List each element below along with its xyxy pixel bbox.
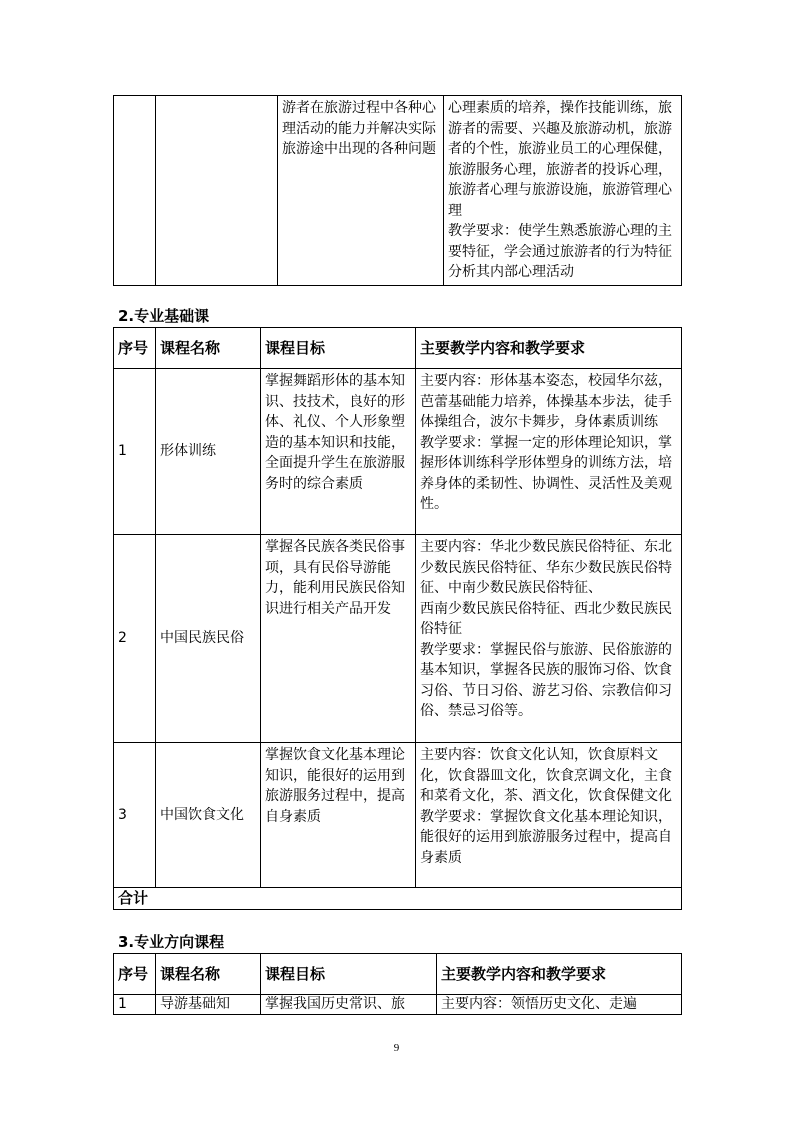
cell-name: 中国饮食文化 [156,743,261,888]
cell-goal: 掌握我国历史常识、旅 [261,995,437,1015]
cell-goal: 掌握舞蹈形体的基本知识、技技术，良好的形体、礼仪、个人形象塑造的基本知识和技能，全面提升学生在旅游服务时的综合素质 [261,369,416,535]
header-name: 课程名称 [156,954,261,995]
cell-content: 主要内容：形体基本姿态，校园华尔兹，芭蕾基础能力培养，体操基本步法，徒手体操组合，波尔卡舞步，身体素质训练 教学要求：掌握一定的形体理论知识，掌握形体训练科学形体塑身的训练方法，培养身体的柔韧性、协调性、灵活性及美观性。 [416,369,682,535]
cell-goal: 掌握饮食文化基本理论知识，能很好的运用到旅游服务过程中，提高自身素质 [261,743,416,888]
table-total-row [114,888,682,910]
cell-no [114,96,156,286]
cell-name: 中国民族民俗 [156,535,261,743]
table-continued [113,95,682,286]
cell-no: 1 [114,995,156,1015]
cell-no: 3 [114,743,156,888]
cell-content: 心理素质的培养，操作技能训练，旅游者的需要、兴趣及旅游动机，旅游者的个性，旅游业员工的心理保健，旅游服务心理，旅游者的投诉心理，旅游者心理与旅游设施，旅游管理心理 教学要求：使学生熟悉旅游心理的主要特征，学会通过旅游者的行为特征分析其内部心理活动 [444,96,682,286]
cell-no: 1 [114,369,156,535]
section-2-title: 2.专业基础课 [118,307,210,325]
table-professional-direction-courses [113,953,682,1015]
section-3-title: 3.专业方向课程 [118,933,225,951]
header-content: 主要教学内容和教学要求 [437,954,682,995]
cell-content: 主要内容：饮食文化认知，饮食原料文化，饮食器皿文化，饮食烹调文化，主食和菜肴文化，茶、酒文化，饮食保健文化 教学要求：掌握饮食文化基本理论知识，能很好的运用到旅游服务过程中，提高自身素质 [416,743,682,888]
cell-name [156,96,278,286]
table-row [114,96,682,286]
table-row [114,995,682,1015]
cell-content: 主要内容：华北少数民族民俗特征、东北少数民族民俗特征、华东少数民族民俗特征、中南少数民族民俗特征、 西南少数民族民俗特征、西北少数民族民俗特征 教学要求：掌握民俗与旅游、民俗旅游的基本知识，掌握各民族的服饰习俗、饮食习俗、节日习俗、游艺习俗、宗教信仰习俗、禁忌习俗等。 [416,535,682,743]
cell-no: 2 [114,535,156,743]
cell-goal: 游者在旅游过程中各种心理活动的能力并解决实际旅游途中出现的各种问题 [278,96,444,286]
header-name: 课程名称 [156,328,261,369]
table-row [114,535,682,743]
cell-name: 形体训练 [156,369,261,535]
page-number: 9 [393,1042,400,1054]
header-goal: 课程目标 [261,328,416,369]
cell-goal: 掌握各民族各类民俗事项，具有民俗导游能力，能利用民族民俗知识进行相关产品开发 [261,535,416,743]
table-row [114,369,682,535]
table-header-row [114,954,682,995]
cell-name: 导游基础知 [156,995,261,1015]
header-content: 主要教学内容和教学要求 [416,328,682,369]
table-row [114,743,682,888]
cell-content: 主要内容：领悟历史文化、走遍 [437,995,682,1015]
header-goal: 课程目标 [261,954,437,995]
table-professional-basic-courses [113,327,682,910]
total-label: 合计 [114,888,682,910]
header-no: 序号 [114,954,156,995]
table-header-row [114,328,682,369]
header-no: 序号 [114,328,156,369]
